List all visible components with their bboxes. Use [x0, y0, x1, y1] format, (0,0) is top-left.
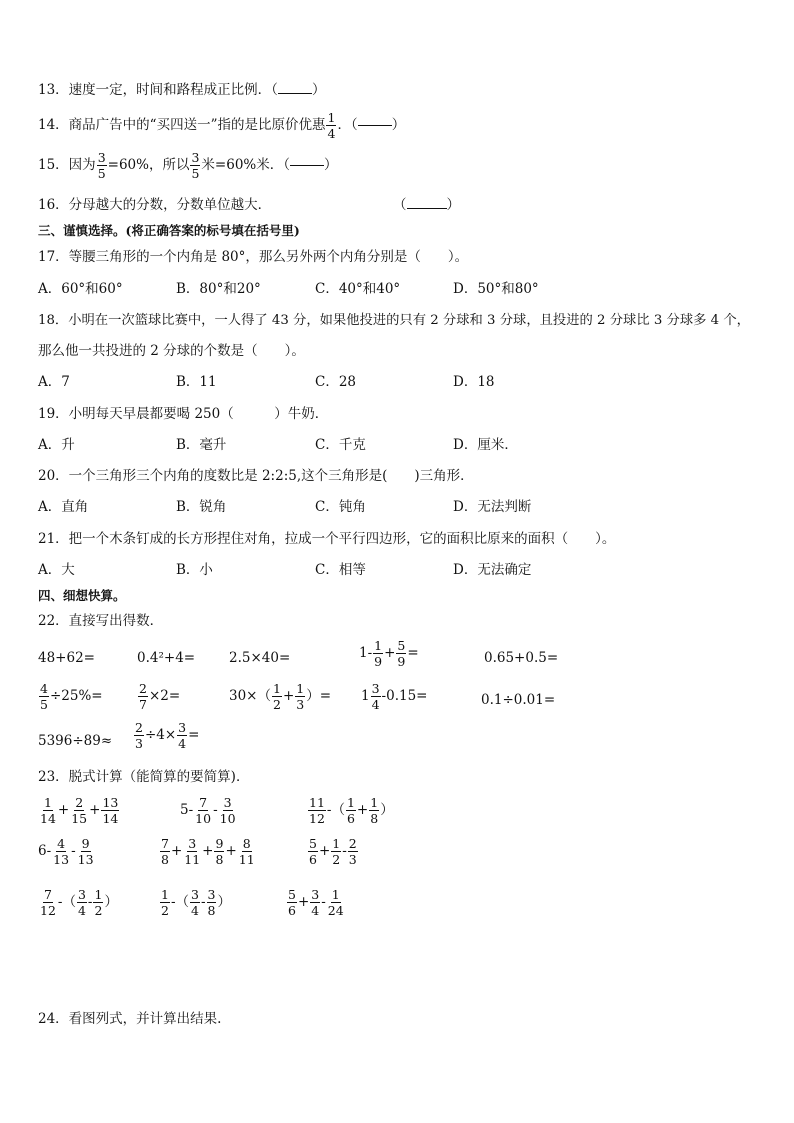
denominator: 2 — [332, 852, 341, 868]
numerator: 11 — [309, 795, 325, 810]
numerator: 3 — [371, 681, 380, 696]
denominator: 13 — [77, 852, 94, 868]
fraction — [177, 721, 187, 750]
fraction — [219, 796, 237, 825]
numerator: 3 — [191, 887, 199, 902]
denominator: 3 — [135, 736, 143, 752]
calc-item: 0.65+0.5= — [484, 650, 559, 666]
numerator: 8 — [242, 836, 251, 851]
q18-option-d[interactable]: D．18 — [453, 374, 495, 390]
denominator: 10 — [195, 811, 212, 827]
q17-option-d[interactable]: D．50°和80° — [453, 281, 539, 297]
calc-text: = — [188, 726, 200, 743]
question-14-text: 14．商品广告中的“买四送一”指的是比原价优惠 — [38, 116, 326, 133]
denominator: 2 — [94, 903, 103, 919]
fraction — [295, 682, 305, 711]
calc-item — [38, 796, 120, 825]
fraction — [190, 888, 200, 917]
numerator: 1 — [296, 681, 305, 696]
calc-text: + — [318, 842, 331, 859]
numerator: 2 — [139, 681, 147, 696]
q18-option-c[interactable]: C．28 — [315, 374, 357, 390]
q18-option-b[interactable]: B．11 — [176, 374, 217, 390]
question-20: 20．一个三角形三个内角的度数比是 2:2:5,这个三角形是( )三角形． — [38, 468, 474, 484]
fraction — [39, 682, 49, 711]
q21-option-c[interactable]: C．相等 — [315, 562, 366, 578]
q17-option-c[interactable]: C．40°和40° — [315, 281, 401, 297]
question-22-title: 22．直接写出得数． — [38, 613, 164, 629]
fraction — [308, 796, 326, 825]
calc-item — [359, 639, 419, 668]
calc-text: ） — [380, 801, 394, 818]
denominator: 6 — [346, 811, 355, 827]
calc-text: 5- — [180, 801, 194, 818]
numerator: 1 — [94, 887, 103, 902]
q17-option-b[interactable]: B．80°和20° — [176, 281, 261, 297]
q19-option-d[interactable]: D．厘米． — [453, 437, 518, 453]
numerator: 1 — [327, 110, 336, 125]
denominator: 12 — [40, 903, 56, 919]
q20-option-d[interactable]: D．无法判断 — [453, 499, 532, 515]
calc-item — [307, 837, 359, 866]
denominator: 6 — [309, 852, 317, 868]
fraction — [93, 888, 103, 917]
calc-text: + — [282, 687, 295, 704]
section-4-heading: 四、细想快算。 — [38, 588, 126, 603]
calc-text: + — [170, 842, 183, 859]
numerator: 7 — [199, 795, 208, 810]
numerator: 2 — [348, 836, 357, 851]
calc-item — [307, 796, 394, 825]
question-24: 24．看图列式，并计算出结果. — [38, 1011, 222, 1027]
calc-item — [133, 721, 199, 750]
fraction — [134, 721, 144, 750]
q21-option-a[interactable]: A．大 — [38, 562, 75, 578]
fraction — [160, 837, 170, 866]
calc-item — [229, 682, 331, 711]
question-18-line1: 18．小明在一次篮球比赛中，一人得了 43 分，如果他投进的只有 2 分球和 3 分球，且投进的 2 分球比 3 分球多 4 个， — [38, 313, 750, 328]
fraction — [327, 888, 345, 917]
fraction — [369, 796, 379, 825]
calc-text: + — [297, 893, 310, 910]
calc-text: 6- — [38, 842, 52, 859]
paren-close: ） — [446, 197, 460, 213]
calc-text: 1- — [359, 644, 373, 661]
calc-item — [159, 888, 231, 917]
calc-item: 0.4²+4= — [137, 650, 196, 666]
calc-text: + — [202, 842, 214, 859]
calc-text: ×2= — [148, 687, 181, 704]
denominator: 4 — [77, 903, 86, 919]
denominator: 14 — [40, 811, 56, 827]
calc-item: 0.1÷0.01= — [481, 692, 556, 708]
denominator: 4 — [311, 903, 320, 919]
calc-item — [38, 837, 96, 866]
denominator: 15 — [71, 811, 88, 827]
fraction — [70, 796, 88, 825]
numerator: 1 — [346, 795, 355, 810]
numerator: 9 — [81, 836, 90, 851]
numerator: 4 — [40, 681, 48, 696]
calc-text: - — [342, 842, 347, 859]
question-16 — [38, 199, 271, 213]
calc-text: - — [321, 893, 326, 910]
numerator: 1 — [332, 836, 341, 851]
calc-text: 1 — [361, 687, 370, 704]
numerator: 5 — [397, 638, 406, 653]
paren-close: ） — [311, 82, 326, 98]
fraction — [183, 837, 201, 866]
denominator: 11 — [238, 852, 255, 868]
q20-option-b[interactable]: B．锐角 — [176, 499, 227, 515]
fraction — [97, 151, 107, 180]
question-16-answer — [393, 199, 460, 213]
question-19: 19．小明每天早晨都要喝 250（ ）牛奶． — [38, 406, 329, 422]
numerator: 7 — [43, 887, 52, 902]
question-18-line2: 那么他一共投进的 2 分球的个数是（ ）。 — [38, 343, 305, 359]
numerator: 1 — [43, 795, 52, 810]
calc-item: 5396÷89≈ — [38, 733, 113, 749]
section-3-heading: 三、谨慎选择。(将正确答案的标号填在括号里) — [38, 223, 300, 238]
fraction — [101, 796, 119, 825]
q19-option-b[interactable]: B．毫升 — [176, 437, 227, 453]
calc-text: -（ — [170, 893, 190, 910]
denominator: 5 — [40, 697, 48, 713]
fraction — [190, 151, 200, 180]
calc-text: + — [384, 644, 396, 661]
question-15-text: 15．因为 — [38, 156, 96, 173]
numerator: 3 — [311, 887, 320, 902]
numerator: 5 — [309, 836, 317, 851]
calc-item — [361, 682, 427, 711]
numerator: 3 — [223, 795, 232, 810]
numerator: 3 — [191, 150, 200, 165]
fraction — [326, 111, 336, 140]
numerator: 2 — [135, 720, 143, 735]
calc-item: 2.5×40= — [229, 650, 291, 666]
denominator: 12 — [309, 811, 325, 827]
fraction — [138, 682, 148, 711]
answer-blank[interactable] — [278, 93, 312, 94]
paren-close: ） — [324, 156, 338, 173]
denominator: 14 — [102, 811, 119, 827]
fraction — [77, 837, 95, 866]
question-15-mid: =60%，所以 — [107, 156, 190, 173]
fraction — [272, 682, 282, 711]
denominator: 6 — [288, 903, 296, 919]
numerator: 1 — [273, 681, 281, 696]
question-15 — [38, 151, 338, 180]
calc-text: -0.15= — [381, 687, 428, 704]
question-13 — [38, 84, 325, 98]
fraction — [287, 888, 297, 917]
calc-text: ÷25%= — [49, 687, 103, 704]
paren-close: ） — [391, 116, 406, 133]
numerator: 9 — [215, 836, 224, 851]
q18-option-a[interactable]: A．7 — [38, 374, 70, 390]
calc-text: - — [213, 801, 218, 818]
fraction — [39, 796, 57, 825]
fraction — [77, 888, 87, 917]
question-14-post: ．（ — [337, 116, 358, 133]
question-13-text: 13．速度一定，时间和路程成正比例．（ — [38, 82, 278, 98]
question-21: 21．把一个木条钉成的长方形捏住对角，拉成一个平行四边形，它的面积比原来的面积（ ）。 — [38, 531, 616, 547]
denominator: 9 — [397, 654, 406, 670]
numerator: 4 — [57, 836, 66, 851]
numerator: 3 — [77, 887, 86, 902]
numerator: 1 — [161, 887, 169, 902]
denominator: 4 — [191, 903, 199, 919]
denominator: 8 — [215, 852, 224, 868]
calc-text: ）= — [306, 687, 332, 704]
calc-text: ） — [217, 893, 231, 910]
q19-option-c[interactable]: C．千克 — [315, 437, 366, 453]
denominator: 9 — [374, 654, 383, 670]
q19-option-a[interactable]: A．升 — [38, 437, 75, 453]
question-23-title: 23．脱式计算（能简算的要简算)． — [38, 769, 250, 785]
fraction — [348, 837, 358, 866]
fraction — [238, 837, 256, 866]
question-15-post: 米=60%米．（ — [201, 156, 290, 173]
paren-open: （ — [393, 197, 407, 213]
numerator: 5 — [288, 887, 296, 902]
denominator: 7 — [139, 697, 147, 713]
q17-option-a[interactable]: A．60°和60° — [38, 281, 123, 297]
fraction — [160, 888, 170, 917]
numerator: 1 — [374, 638, 383, 653]
calc-text: 30×（ — [229, 687, 271, 704]
numerator: 1 — [331, 887, 340, 902]
fraction — [207, 888, 217, 917]
q21-option-d[interactable]: D．无法确定 — [453, 562, 532, 578]
fraction — [310, 888, 320, 917]
fraction — [52, 837, 70, 866]
denominator: 4 — [327, 126, 336, 142]
fraction — [396, 639, 406, 668]
fraction — [373, 639, 383, 668]
calc-item — [159, 837, 257, 866]
calc-item — [38, 888, 118, 917]
numerator: 3 — [207, 887, 216, 902]
answer-blank[interactable] — [290, 165, 324, 166]
numerator: 2 — [75, 795, 84, 810]
q21-option-b[interactable]: B．小 — [176, 562, 213, 578]
numerator: 3 — [188, 836, 197, 851]
denominator: 24 — [327, 903, 344, 919]
calc-item: 48+62= — [38, 650, 95, 666]
question-14 — [38, 111, 405, 140]
q20-option-a[interactable]: A．直角 — [38, 499, 89, 515]
numerator: 7 — [161, 836, 169, 851]
calc-text: -（ — [326, 801, 345, 818]
fraction — [331, 837, 341, 866]
calc-text: + — [356, 801, 369, 818]
fraction — [346, 796, 356, 825]
calc-item — [180, 796, 238, 825]
fraction — [39, 888, 57, 917]
denominator: 11 — [184, 852, 201, 868]
calc-text: + — [89, 801, 101, 818]
denominator: 5 — [191, 166, 200, 182]
numerator: 3 — [178, 720, 187, 735]
denominator: 5 — [97, 166, 106, 182]
fraction — [371, 682, 381, 711]
denominator: 3 — [296, 697, 305, 713]
calc-text: + — [57, 801, 70, 818]
numerator: 1 — [370, 795, 379, 810]
calc-item — [38, 682, 103, 711]
denominator: 10 — [219, 811, 236, 827]
question-17: 17．等腰三角形的一个内角是 80°，那么另外两个内角分别是（ ）。 — [38, 249, 469, 265]
calc-text: ） — [104, 893, 118, 910]
calc-text: - — [200, 893, 206, 910]
calc-text: -（ — [57, 893, 76, 910]
denominator: 2 — [273, 697, 281, 713]
denominator: 13 — [53, 852, 70, 868]
fraction — [214, 837, 224, 866]
calc-item — [137, 682, 180, 711]
calc-text: = — [407, 644, 419, 661]
answer-blank[interactable] — [407, 208, 447, 209]
q20-option-c[interactable]: C．钝角 — [315, 499, 366, 515]
question-16-text: 16．分母越大的分数，分数单位越大． — [38, 197, 272, 213]
numerator: 3 — [97, 150, 106, 165]
denominator: 2 — [161, 903, 169, 919]
calc-text: - — [71, 842, 76, 859]
denominator: 4 — [371, 697, 380, 713]
numerator: 13 — [102, 795, 119, 810]
fraction — [194, 796, 212, 825]
denominator: 4 — [178, 736, 187, 752]
calc-text: + — [225, 842, 237, 859]
denominator: 3 — [348, 852, 357, 868]
calc-text: ÷4× — [144, 726, 177, 743]
denominator: 8 — [370, 811, 379, 827]
denominator: 8 — [207, 903, 216, 919]
fraction — [308, 837, 318, 866]
calc-text: - — [87, 893, 93, 910]
calc-item — [286, 888, 346, 917]
denominator: 8 — [161, 852, 169, 868]
answer-blank[interactable] — [358, 125, 392, 126]
